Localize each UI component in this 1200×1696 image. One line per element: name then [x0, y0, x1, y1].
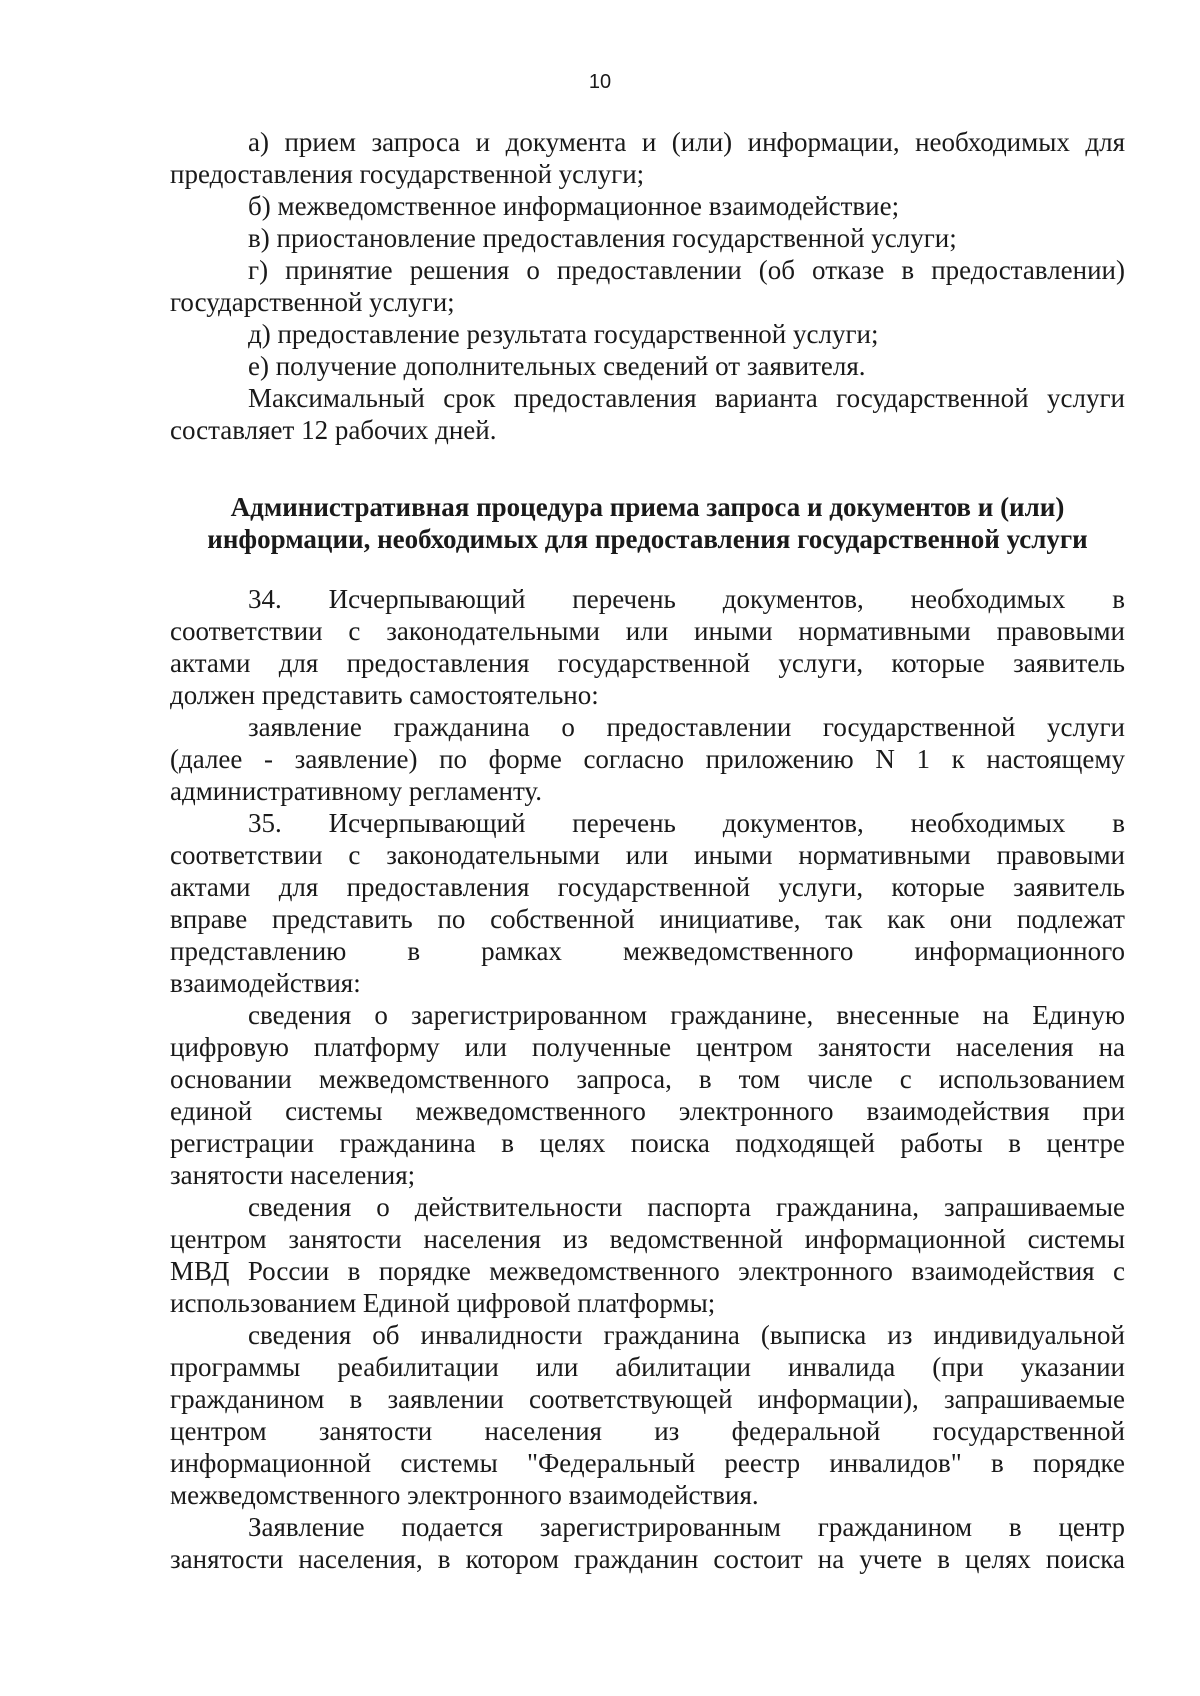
text-line: Заявление подается зарегистрированным гражданином в центр [248, 1512, 1125, 1542]
section-heading-line-2: информации, необходимых для предоставления государственной услуги [207, 524, 1088, 554]
text-line: сведения об инвалидности гражданина (выписка из индивидуальной [248, 1320, 1125, 1350]
text-line: административному регламенту. [170, 776, 542, 806]
text-line: единой системы межведомственного электронного взаимодействия при [170, 1096, 1125, 1126]
page-number: 10 [588, 71, 612, 93]
text-line: взаимодействия: [170, 968, 361, 998]
text-line: заявление гражданина о предоставлении государственной услуги [248, 712, 1125, 742]
text-line: актами для предоставления государственной услуги, которые заявитель [170, 648, 1125, 678]
procedure-list [170, 126, 1125, 446]
text-line: использованием Единой цифровой платформы; [170, 1288, 716, 1318]
text-line: МВД России в порядке межведомственного электронного взаимодействия с [170, 1256, 1125, 1286]
text-line: (далее - заявление) по форме согласно приложению N 1 к настоящему [170, 744, 1125, 774]
text-line: цифровую платформу или полученные центром занятости населения на [170, 1032, 1125, 1062]
text-line: Максимальный срок предоставления варианта государственной услуги [248, 383, 1125, 413]
text-line: регистрации гражданина в целях поиска подходящей работы в центре [170, 1128, 1125, 1158]
text-line: 34. Исчерпывающий перечень документов, необходимых в [248, 584, 1125, 614]
text-line: г) принятие решения о предоставлении (об отказе в предоставлении) [248, 255, 1125, 285]
text-line: актами для предоставления государственной услуги, которые заявитель [170, 872, 1125, 902]
text-line: д) предоставление результата государственной услуги; [248, 319, 879, 349]
document-body [170, 126, 1125, 1575]
text-line: центром занятости населения из ведомственной информационной системы [170, 1224, 1125, 1254]
text-line: составляет 12 рабочих дней. [170, 415, 497, 445]
text-line: центром занятости населения из федеральной государственной [170, 1416, 1125, 1446]
text-line: информационной системы "Федеральный реестр инвалидов" в порядке [170, 1448, 1125, 1478]
text-line: соответствии с законодательными или иными нормативными правовыми [170, 616, 1125, 646]
text-line: предоставления государственной услуги; [170, 159, 645, 189]
text-line: б) межведомственное информационное взаимодействие; [248, 191, 900, 221]
text-line: соответствии с законодательными или иными нормативными правовыми [170, 840, 1125, 870]
text-line: занятости населения, в котором гражданин состоит на учете в целях поиска [170, 1544, 1125, 1574]
text-line: 35. Исчерпывающий перечень документов, необходимых в [248, 808, 1125, 838]
text-line: сведения о действительности паспорта гражданина, запрашиваемые [248, 1192, 1125, 1222]
text-line: должен представить самостоятельно: [170, 680, 599, 710]
text-line: основании межведомственного запроса, в том числе с использованием [170, 1064, 1125, 1094]
text-line: представлению в рамках межведомственного информационного [170, 936, 1125, 966]
text-line: гражданином в заявлении соответствующей информации), запрашиваемые [170, 1384, 1125, 1414]
text-line: в) приостановление предоставления государственной услуги; [248, 223, 957, 253]
section-text [170, 583, 1125, 1575]
text-line: а) прием запроса и документа и (или) информации, необходимых для [248, 127, 1125, 157]
text-line: занятости населения; [170, 1160, 416, 1190]
text-line: сведения о зарегистрированном гражданине, внесенные на Единую [248, 1000, 1125, 1030]
text-line: государственной услуги; [170, 287, 455, 317]
text-line: межведомственного электронного взаимодействия. [170, 1480, 759, 1510]
text-line: е) получение дополнительных сведений от заявителя. [248, 351, 866, 381]
section-heading-line-1: Административная процедура приема запроса и документов и (или) [230, 492, 1065, 522]
text-line: программы реабилитации или абилитации инвалида (при указании [170, 1352, 1125, 1382]
text-line: вправе представить по собственной инициативе, так как они подлежат [170, 904, 1125, 934]
